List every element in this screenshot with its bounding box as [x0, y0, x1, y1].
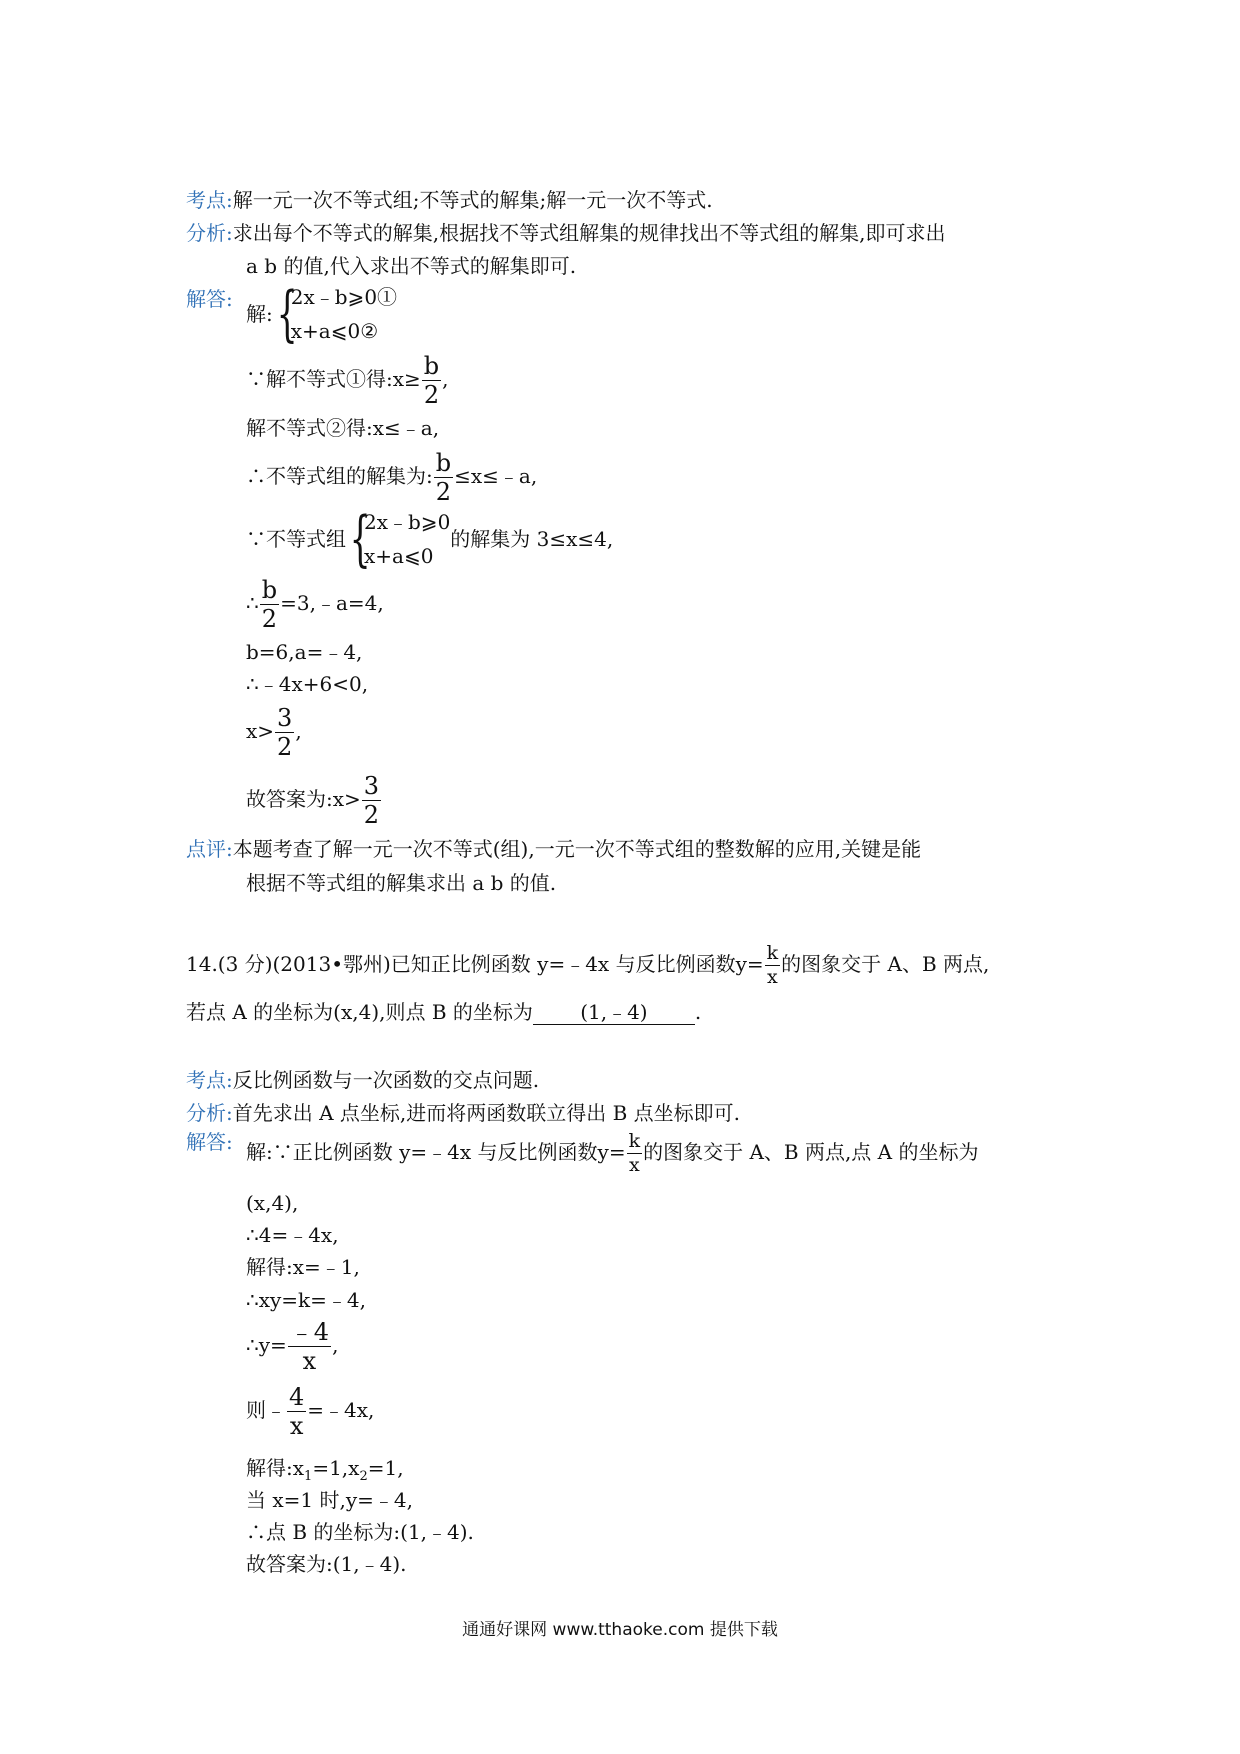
q14-sol-4: 解得:x=﹣1,: [246, 1255, 360, 1279]
fraction-b-over-2: [260, 578, 279, 631]
step-8: [246, 706, 302, 759]
subscript: 2: [359, 1469, 368, 1484]
numerator: 4: [289, 1383, 305, 1411]
numerator: k: [628, 1130, 641, 1152]
denominator: 2: [363, 801, 380, 829]
fraction-k-over-x: [765, 944, 781, 987]
fraction-neg4-over-x: [288, 1320, 331, 1373]
q14-sol-9: 当 x=1 时,y=﹣4,: [246, 1488, 413, 1512]
step-text: =3,﹣a=4,: [280, 591, 384, 615]
denominator: x: [628, 1154, 640, 1176]
step-text: x>: [246, 719, 275, 743]
system-of-inequalities: [273, 280, 397, 348]
step-6: b=6,a=﹣4,: [246, 640, 363, 664]
fraction-3-over-2: [362, 774, 381, 827]
denominator: x: [289, 1412, 304, 1440]
denominator: x: [302, 1347, 317, 1375]
fraction-k-over-x: [627, 1132, 643, 1175]
denominator: x: [767, 966, 778, 988]
kaodian-label: 考点:: [186, 188, 233, 212]
sol-text: ∴y=: [246, 1333, 287, 1357]
step-7: ∴﹣4x+6<0,: [246, 672, 369, 696]
sol-text: ,: [332, 1333, 339, 1357]
dianping-line: [186, 839, 921, 859]
answer-blank: (1,﹣4): [533, 1002, 695, 1025]
dianping-text-cont: 根据不等式组的解集求出 a b 的值.: [246, 871, 557, 895]
y-equals: y=: [597, 1140, 626, 1164]
brace-glyph: {: [349, 504, 371, 574]
fenxi-label: 分析:: [186, 221, 233, 245]
footer-credit: 通通好课网 www.tthaoke.com 提供下载: [462, 1620, 778, 1640]
step-text: ,: [295, 719, 302, 743]
step-text: ∴: [246, 591, 259, 615]
kaodian-label: 考点:: [186, 1068, 233, 1092]
q14-stem-line-1: [186, 944, 989, 987]
y-equals: y=: [735, 952, 764, 976]
sol-text: 解:∵正比例函数 y=﹣4x 与反比例函数: [246, 1140, 598, 1164]
numerator: 3: [363, 772, 380, 800]
q14-jieda-label: 解答:: [186, 1130, 233, 1154]
denominator: 2: [277, 733, 293, 761]
sol-text: 的图象交于 A、B 两点,点 A 的坐标为: [643, 1140, 979, 1164]
numerator: 3: [277, 704, 293, 732]
fraction-b-over-2: [434, 451, 453, 504]
system-of-inequalities: [346, 505, 450, 573]
kaodian-text: 反比例函数与一次函数的交点问题.: [232, 1068, 540, 1092]
numerator: b: [261, 576, 278, 604]
numerator: b: [435, 449, 452, 477]
step-1: [246, 354, 449, 407]
numerator: k: [766, 942, 779, 964]
system-row-2: x+a⩽0②: [290, 319, 379, 343]
fraction-b-over-2: [422, 354, 441, 407]
sol-text: 则﹣: [246, 1398, 286, 1422]
brace-glyph: {: [276, 279, 298, 349]
stem-text: 若点 A 的坐标为(x,4),则点 B 的坐标为: [186, 1000, 533, 1024]
fenxi-text: 求出每个不等式的解集,根据找不等式组解集的规律找出不等式组的解集,即可求出: [232, 221, 946, 245]
step-text: ∴不等式组的解集为:: [246, 464, 433, 488]
q14-sol-10: ∴点 B 的坐标为:(1,﹣4).: [246, 1520, 474, 1544]
system-row-1: 2x﹣b⩾0①: [290, 285, 398, 309]
fenxi-line: [186, 223, 945, 243]
step-text: 故答案为:x>: [246, 787, 361, 811]
system-1: [246, 280, 397, 348]
q14-sol-8: [246, 1458, 404, 1483]
step-text: ∵不等式组: [246, 527, 346, 551]
sol-text: =﹣4x,: [307, 1398, 375, 1422]
fenxi-text-cont: a b 的值,代入求出不等式的解集即可.: [246, 254, 577, 278]
jie-prefix: 解:: [246, 302, 273, 326]
dianping-text: 本题考查了解一元一次不等式(组),一元一次不等式组的整数解的应用,关键是能: [232, 837, 922, 861]
q14-sol-7: [246, 1385, 374, 1438]
denominator: 2: [261, 605, 278, 633]
q14-sol-1: [246, 1132, 978, 1175]
system-row-1: 2x﹣b⩾0: [364, 510, 451, 534]
q14-sol-3: ∴4=﹣4x,: [246, 1223, 339, 1247]
sol-text: =1,x: [312, 1456, 360, 1480]
step-9: [246, 774, 382, 827]
sol-text: 解得:x: [246, 1456, 305, 1480]
step-text: ,: [442, 367, 449, 391]
q14-stem-line-2: [186, 1002, 701, 1025]
step-text: ≤x≤﹣a,: [454, 464, 538, 488]
step-text: ∵解不等式①得:x≥: [246, 367, 421, 391]
denominator: 2: [423, 381, 440, 409]
step-3: [246, 451, 537, 504]
numerator: ﹣4: [289, 1318, 330, 1346]
step-2: 解不等式②得:x≤﹣a,: [246, 416, 440, 440]
stem-text: .: [694, 1000, 702, 1024]
kaodian-text: 解一元一次不等式组;不等式的解集;解一元一次不等式.: [232, 188, 713, 212]
q14-sol-11: 故答案为:(1,﹣4).: [246, 1552, 407, 1576]
q14-kaodian-line: [186, 1070, 539, 1090]
dianping-label: 点评:: [186, 837, 233, 861]
step-5: [246, 578, 384, 631]
fenxi-text: 首先求出 A 点坐标,进而将两函数联立得出 B 点坐标即可.: [232, 1101, 741, 1125]
q14-sol-2: (x,4),: [246, 1191, 299, 1215]
numerator: b: [423, 352, 440, 380]
jieda-label: 解答:: [186, 287, 233, 311]
q14-sol-6: [246, 1320, 338, 1373]
subscript: 1: [304, 1469, 313, 1484]
stem-text: 的图象交于 A、B 两点,: [781, 952, 990, 976]
q14-fenxi-line: [186, 1103, 740, 1123]
sol-text: =1,: [367, 1456, 404, 1480]
fraction-4-over-x: [287, 1385, 306, 1438]
fraction-3-over-2: [275, 706, 294, 759]
fenxi-label: 分析:: [186, 1101, 233, 1125]
system-row-2: x+a⩽0: [364, 544, 434, 568]
kaodian-line: [186, 190, 713, 210]
step-text: 的解集为 3≤x≤4,: [450, 527, 614, 551]
denominator: 2: [435, 478, 452, 506]
q14-sol-5: ∴xy=k=﹣4,: [246, 1288, 367, 1312]
stem-text: 14.(3 分)(2013•鄂州)已知正比例函数 y=﹣4x 与反比例函数: [186, 952, 736, 976]
step-4: [246, 505, 613, 573]
